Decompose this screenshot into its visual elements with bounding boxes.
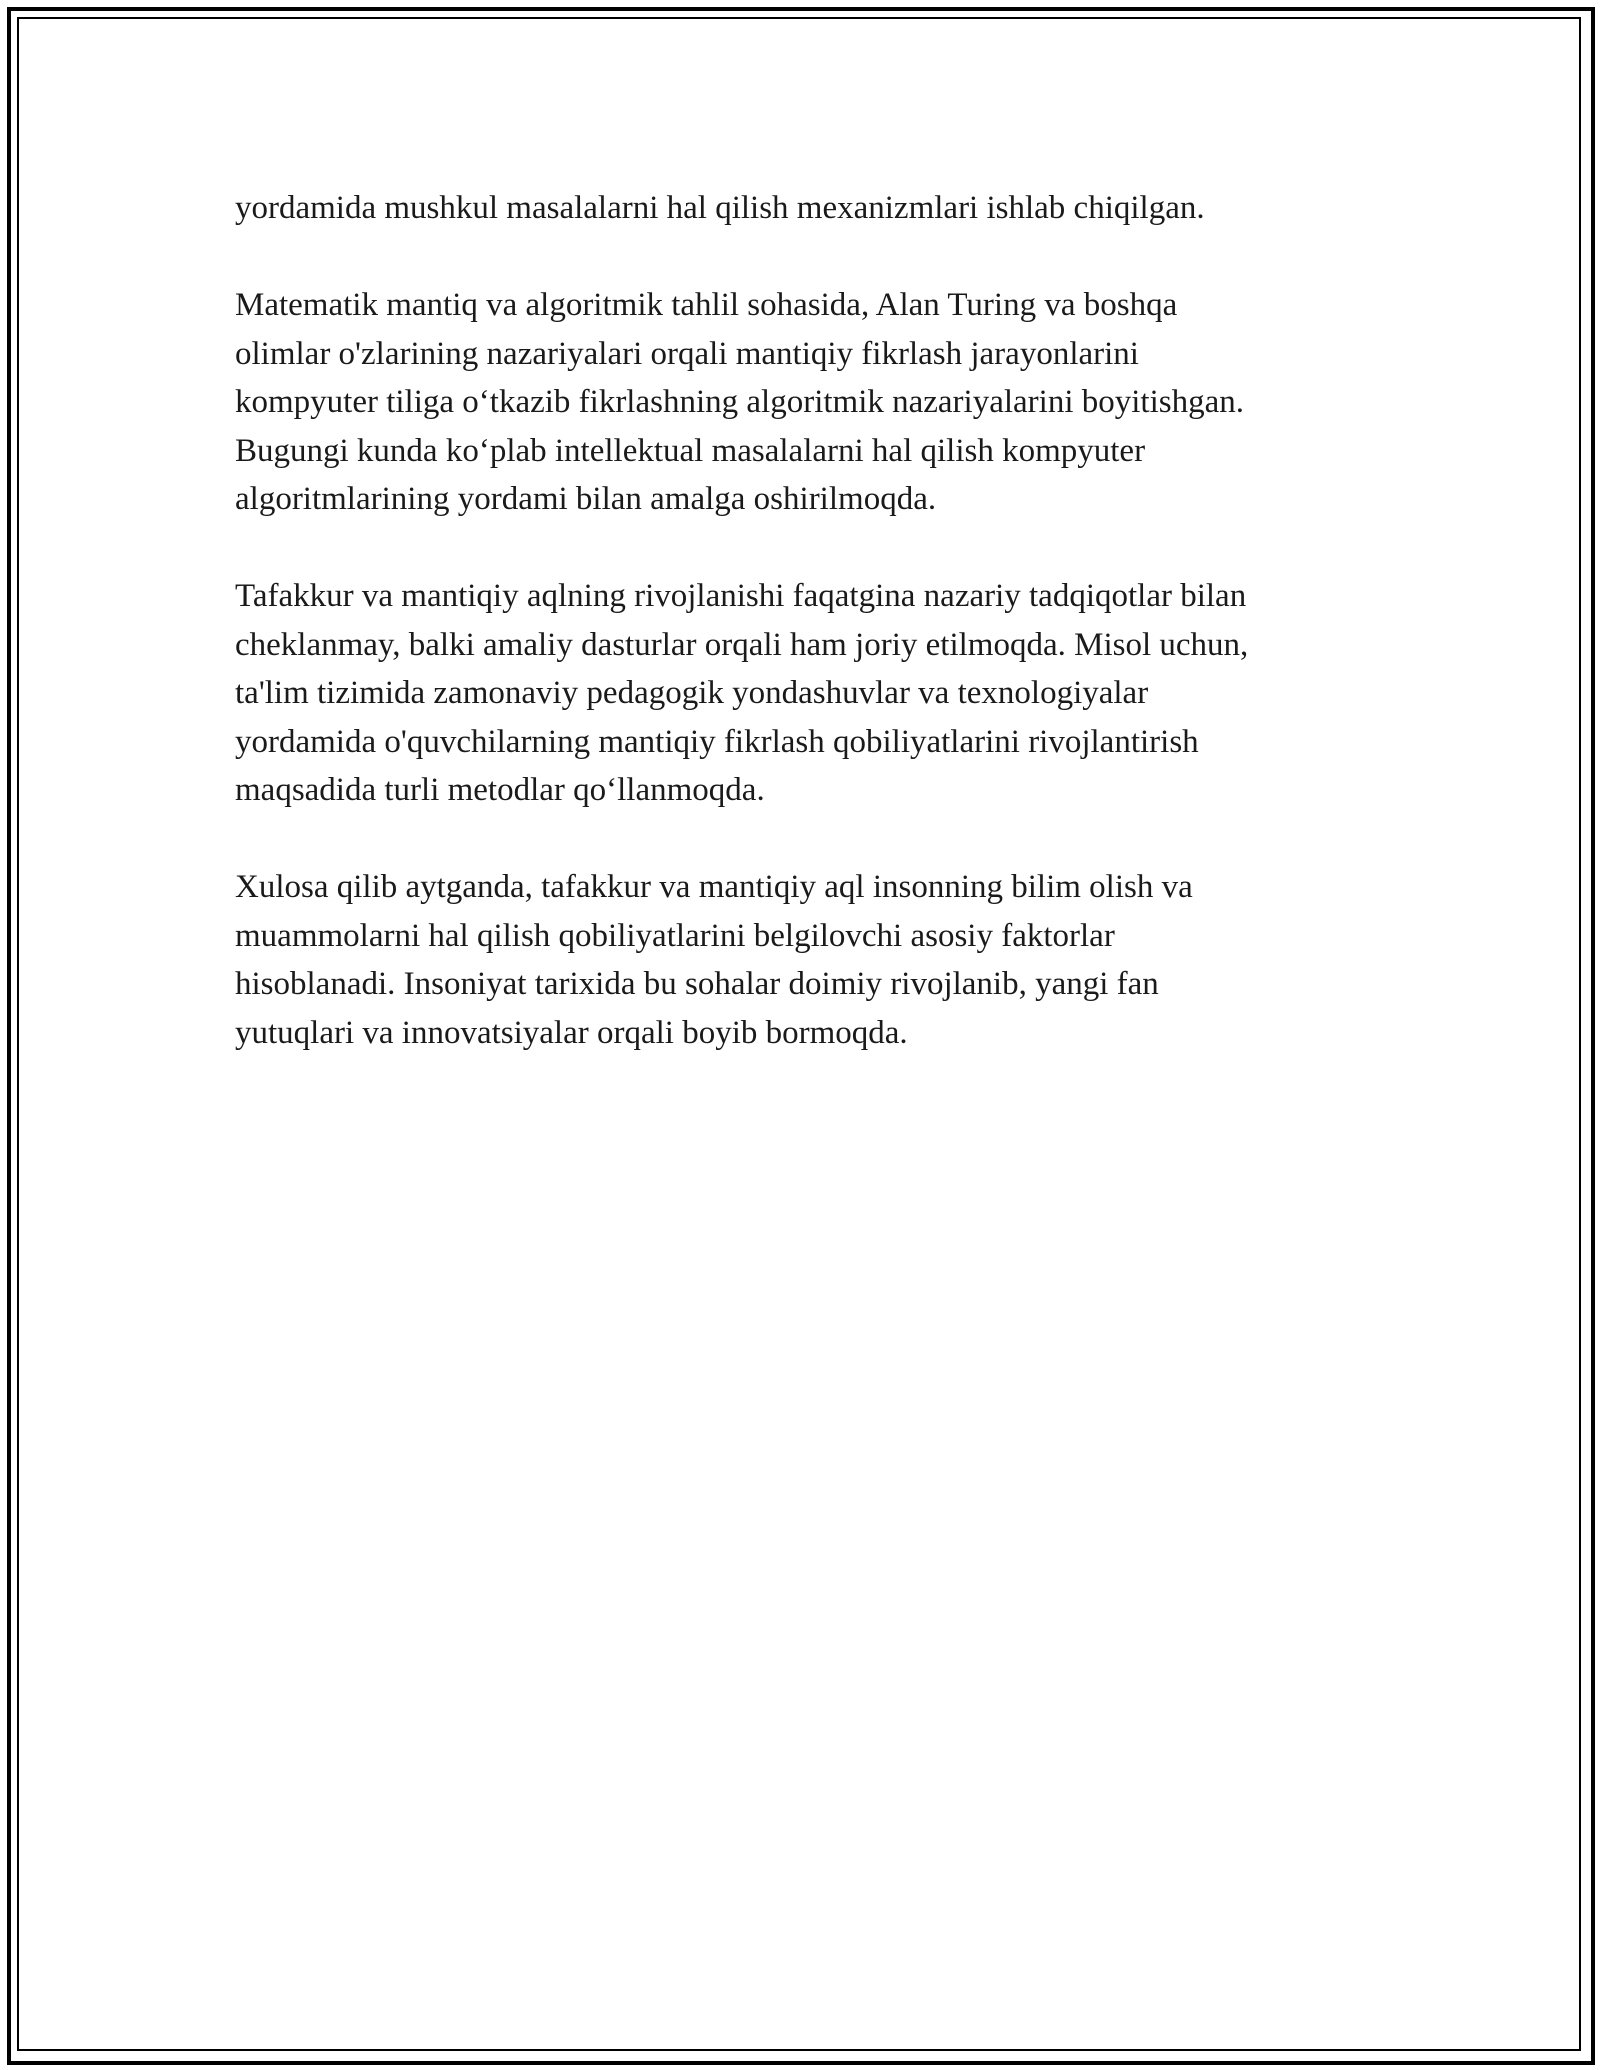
text-line: olimlar o'zlarining nazariyalari orqali mantiqiy fikrlash jarayonlarini: [235, 335, 1139, 372]
text-line: muammolarni hal qilish qobiliyatlarini belgilovchi asosiy faktorlar: [235, 917, 1115, 954]
text-line: Tafakkur va mantiqiy aqlning rivojlanishi faqatgina nazariy tadqiqotlar bilan: [235, 578, 1247, 614]
text-line: yordamida mushkul masalalarni hal qilish mexanizmlari ishlab chiqilgan.: [235, 190, 1205, 226]
text-line: Xulosa qilib aytganda, tafakkur va mantiqiy aql insonning bilim olish va: [235, 869, 1193, 905]
paragraph-2: [235, 281, 1365, 524]
text-line: kompyuter tiliga o‘tkazib fikrlashning algoritmik nazariyalarini boyitishgan.: [235, 384, 1244, 420]
paragraph-3: [235, 572, 1365, 815]
text-line: hisoblanadi. Insoniyat tarixida bu sohalar doimiy rivojlanib, yangi fan: [235, 966, 1159, 1002]
paragraph-1: [235, 184, 1365, 233]
text-line: yordamida o'quvchilarning mantiqiy fikrlash qobiliyatlarini rivojlantirish: [235, 723, 1199, 760]
text-line: algoritmlarining yordami bilan amalga oshirilmoqda.: [235, 481, 937, 517]
text-line: maqsadida turli metodlar qo‘llanmoqda.: [235, 772, 765, 808]
document-body: [235, 184, 1365, 1106]
text-line: Matematik mantiq va algoritmik tahlil sohasida, Alan Turing va boshqa: [235, 287, 1178, 323]
text-line: Bugungi kunda ko‘plab intellektual masalalarni hal qilish kompyuter: [235, 432, 1146, 469]
text-line: ta'lim tizimida zamonaviy pedagogik yondashuvlar va texnologiyalar: [235, 675, 1149, 711]
paragraph-4: [235, 863, 1365, 1057]
text-line: yutuqlari va innovatsiyalar orqali boyib bormoqda.: [235, 1014, 908, 1051]
text-line: cheklanmay, balki amaliy dasturlar orqali ham joriy etilmoqda. Misol uchun,: [235, 626, 1249, 663]
